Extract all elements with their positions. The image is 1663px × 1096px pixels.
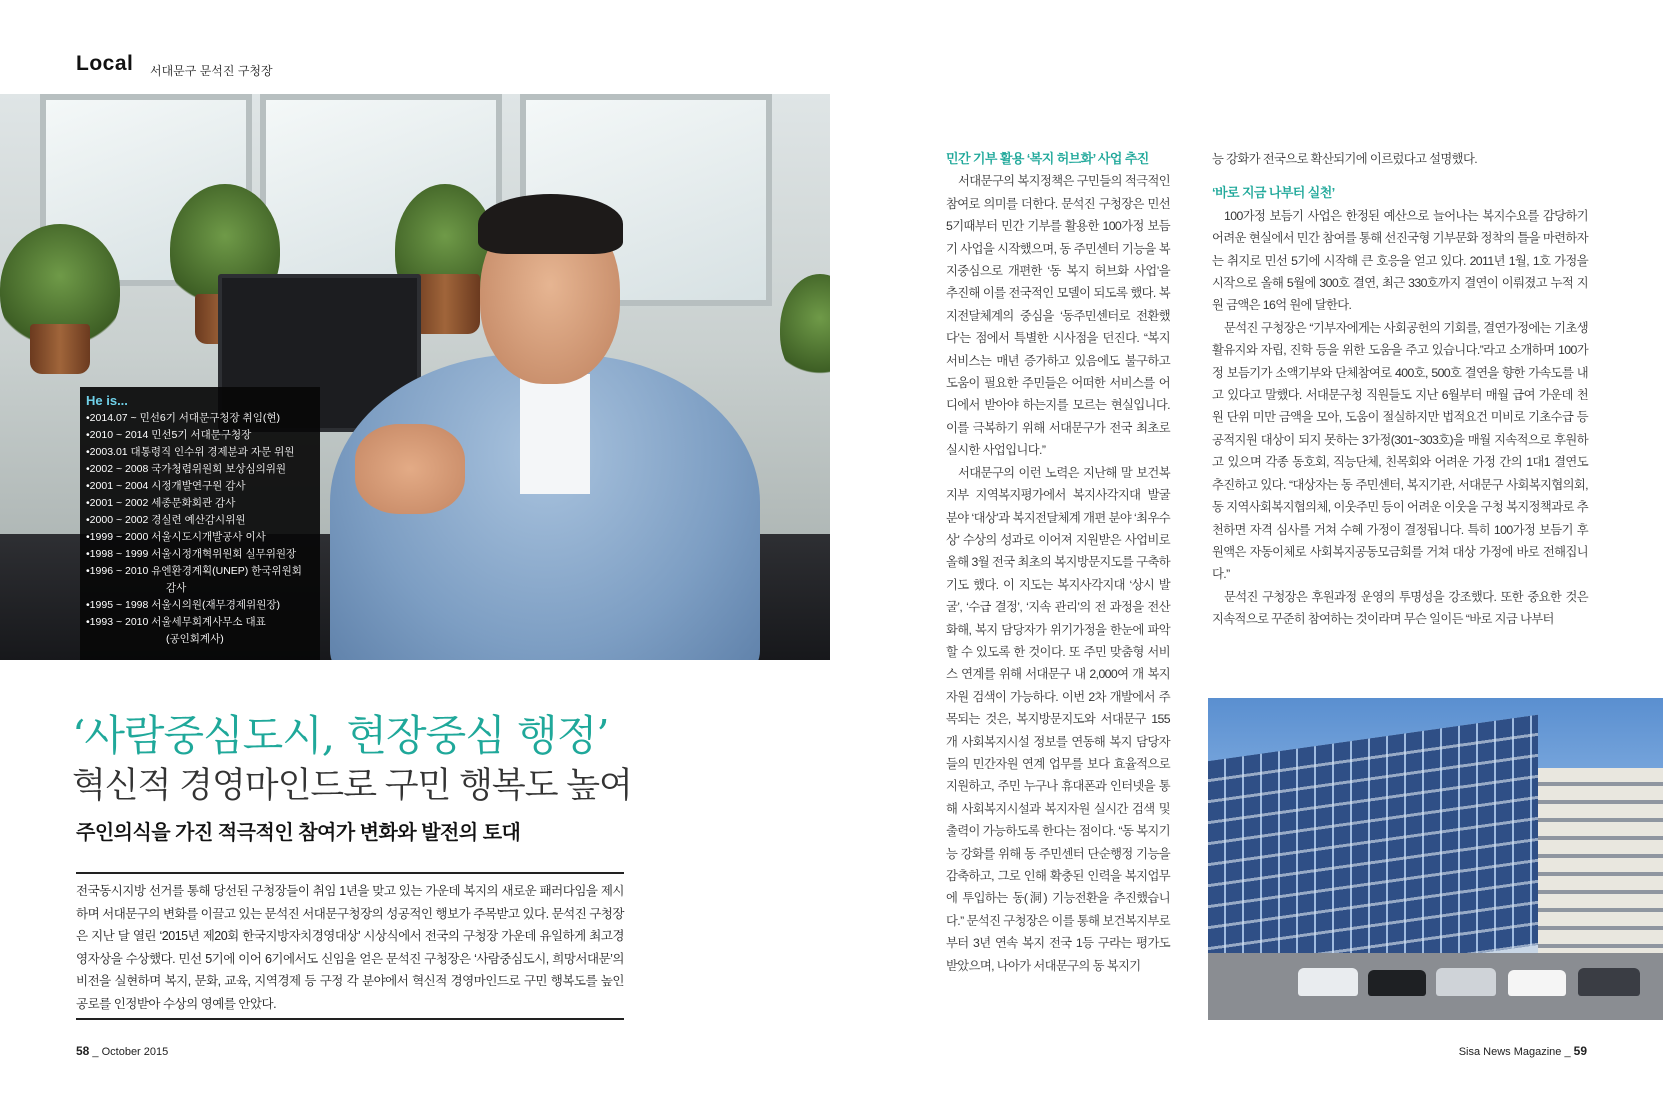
- divider: [76, 872, 624, 874]
- profile-item: •2001 ~ 2004 시정개발연구원 감사: [86, 480, 246, 492]
- car: [1298, 968, 1358, 996]
- footer-magazine: Sisa News Magazine _: [1458, 1046, 1571, 1058]
- profile-item: •2014.07 ~ 민선6기 서대문구청장 취임(현): [86, 412, 280, 424]
- profile-item: •1996 ~ 2010 유엔환경계획(UNEP) 한국위원회: [86, 565, 302, 577]
- body-paragraph: 서대문구의 복지정책은 구민들의 적극적인 참여로 의미를 더한다. 문석진 구청장은 민선 5기때부터 민간 기부를 활용한 100가정 보듬기 사업을 시작했으며, 동 주민센터 기능을 복지중심으로 개편한 ‘동 복지 허브화 사업’을 추진해 이를 전국적인 모델이 되도록 했다. 복지전달체계의 중심을 ‘동주민센터로 전환했다’는 점에서 특별한 시사점을 던진다. “복지서비스는 매년 증가하고 있음에도 불구하고 도움이 필요한 주민들은 어떠한 서비스를 어디에서 받아야 하는지를 모르는 현실입니다. 이를 극복하기 위해 서대문구가 전국 최초로 실시한 사업입니다.”: [946, 174, 1170, 458]
- body-paragraph: 문석진 구청장은 “기부자에게는 사회공헌의 기회를, 결연가정에는 기초생활유지와 자립, 진학 등을 위한 도움을 주고 있습니다.”라고 소개하며 100가정 보듬기가 소액기부와 단체참여로 400호, 500호 결연을 향한 가속도를 내고 있다고 말했다. 서대문구청 직원들도 지난 6월부터 매월 급여 가운데 천 원 단위 미만 금액을 모아, 도움이 절실하지만 법적요건 미비로 기초수급 등 공적지원 대상이 되지 못하는 3가정(301~303호)을 매월 지속적으로 후원하고 있으며 각종 동호회, 직능단체, 친목회와 어려운 가정 간의 1대1 결연도 추진하고 있다. “대상자는 동 주민센터, 복지기관, 서대문구 사회복지협의회, 동 지역사회복지협의체, 이웃주민 등이 어려운 이웃을 구청 복지정책과로 추천하면 자격 심사를 거쳐 수혜 가정이 결정됩니다. 특히 100가정 보듬기 후원액은 자동이체로 사회복지공동모금회를 거쳐 대상 가정에 바로 전해집니다.”: [1212, 320, 1588, 582]
- profile-item: •2000 ~ 2002 경실련 예산감시위원: [86, 514, 246, 526]
- profile-item: (공인회계사): [166, 633, 224, 645]
- profile-title: He is...: [86, 393, 128, 408]
- car: [1368, 970, 1426, 996]
- person-hair: [478, 194, 623, 254]
- divider: [76, 1018, 624, 1020]
- profile-item: •1999 ~ 2000 서울시도시개발공사 이사: [86, 531, 266, 543]
- article-subheadline: 혁신적 경영마인드로 구민 행복도 높여: [72, 766, 632, 805]
- profile-item: •1993 ~ 2010 서울세무회계사무소 대표: [86, 616, 266, 628]
- building-photo: [1208, 698, 1663, 1020]
- footer-right: [1459, 1044, 1587, 1058]
- section-subtitle: 서대문구 문석진 구청장: [150, 64, 273, 78]
- person-shirt: [520, 374, 590, 494]
- car: [1436, 968, 1496, 996]
- article-headline: ‘사람중심도시, 현장중심 행정’: [72, 711, 609, 760]
- building-floors: [1208, 715, 1538, 991]
- footer-issue: _ October 2015: [92, 1046, 169, 1058]
- column-heading: ‘바로 지금 나부터 실천’: [1212, 185, 1335, 201]
- article-column-1: [946, 148, 1170, 977]
- body-paragraph: 서대문구의 이런 노력은 지난해 말 보건복지부 지역복지평가에서 복지사각지대 발굴 분야 ‘대상’과 복지전달체계 개편 분야 ‘최우수상’ 수상의 성과로 이어져 지원받은 사업비로 올해 3월 전국 최초의 복지방문지도를 구축하기도 했다. 이 지도는 복지사각지대 ‘상시 발굴’, ‘수급 결정’, ‘지속 관리’의 전 과정을 전산화해, 복지 담당자가 위기가정을 한눈에 파악할 수 있도록 한 것이다. 또 주민 맞춤형 서비스 연계를 위해 서대문구 내 2,000여 개 복지자원 검색이 가능하다. 이번 2차 개발에서 주목되는 것은, 복지방문지도와 서대문구 155개 사회복지시설 정보를 연동해 복지 담당자들의 민간자원 연계 업무를 보다 효율적으로 지원하고, 주민 누구나 휴대폰과 인터넷을 통해 사회복지시설과 복지자원 실시간 검색 및 출력이 가능하도록 한다는 점이다. “동 복지기능 강화를 위해 동 주민센터 단순행정 기능을 감축하고, 그로 인해 확충된 인력을 복지업무에 투입하는 동(洞) 기능전환을 추진했습니다.” 문석진 구청장은 이를 통해 보건복지부로부터 3년 연속 복지 전국 1등 구라는 평가도 받았으며, 나아가 서대문구의 동 복지기: [946, 465, 1170, 973]
- profile-item: •2001 ~ 2002 세종문화회관 감사: [86, 497, 236, 509]
- profile-item: •2002 ~ 2008 국가청렴위원회 보상심의위원: [86, 463, 287, 475]
- footer-left: [76, 1044, 168, 1058]
- body-paragraph: 100가정 보듬기 사업은 한정된 예산으로 늘어나는 복지수요를 감당하기 어려운 현실에서 민간 참여를 통해 선진국형 기부문화 정착의 틀을 마련하자는 취지로 민선 5기에 시작해 큰 호응을 얻고 있다. 2011년 1월, 1호 가정을 시작으로 올해 5월에 300호 결연, 최근 330호까지 결연이 이뤄졌고 누적 지원 금액은 16억 원에 달한다.: [1212, 208, 1588, 313]
- column-heading: 민간 기부 활용 ‘복지 허브화’ 사업 추진: [946, 151, 1149, 166]
- article-column-2: [1212, 148, 1588, 631]
- car: [1578, 968, 1640, 996]
- section-label: Local: [76, 52, 134, 75]
- page-number: 58: [76, 1044, 90, 1058]
- flower-pot: [30, 324, 90, 374]
- building-side: [1538, 768, 1663, 968]
- profile-item: 감사: [166, 582, 187, 594]
- lead-paragraph: 전국동시지방 선거를 통해 당선된 구청장들이 취임 1년을 맞고 있는 가운데 복지의 새로운 패러다임을 제시하며 서대문구의 변화를 이끌고 있는 문석진 서대문구청장의 성공적인 행보가 주목받고 있다. 문석진 구청장은 지난 달 열린 ‘2015년 제20회 한국지방자치경영대상’ 시상식에서 전국의 구청장 가운데 유일하게 최고경영자상을 수상했다. 민선 5기에 이어 6기에서도 신임을 얻은 문석진 구청장은 ‘사람중심도시, 희망서대문’의 비전을 실현하며 복지, 문화, 교육, 지역경제 등 구정 각 분야에서 혁신적 경영마인드로 구민 행복도를 높인 공로를 인정받아 수상의 영예를 안았다.: [76, 884, 624, 1011]
- body-paragraph: 문석진 구청장은 후원과정 운영의 투명성을 강조했다. 또한 중요한 것은 지속적으로 꾸준히 참여하는 것이라며 무슨 일이든 “바로 지금 나부터: [1212, 589, 1588, 627]
- article-tagline: 주인의식을 가진 적극적인 참여가 변화와 발전의 토대: [76, 822, 521, 844]
- plant: [780, 274, 830, 384]
- page-number: 59: [1573, 1044, 1587, 1058]
- profile-item: •2003.01 대통령직 인수위 경제분과 자문 위원: [86, 446, 295, 458]
- car: [1508, 970, 1566, 996]
- body-paragraph: 능 강화가 전국으로 확산되기에 이르렀다고 설명했다.: [1212, 152, 1478, 166]
- profile-item: •2010 ~ 2014 민선5기 서대문구청장: [86, 429, 252, 441]
- profile-box: [80, 387, 320, 660]
- person-hands: [355, 424, 465, 514]
- profile-item: •1995 ~ 1998 서울시의원(재무경제위원장): [86, 599, 280, 611]
- profile-item: •1998 ~ 1999 서울시정개혁위원회 실무위원장: [86, 548, 297, 560]
